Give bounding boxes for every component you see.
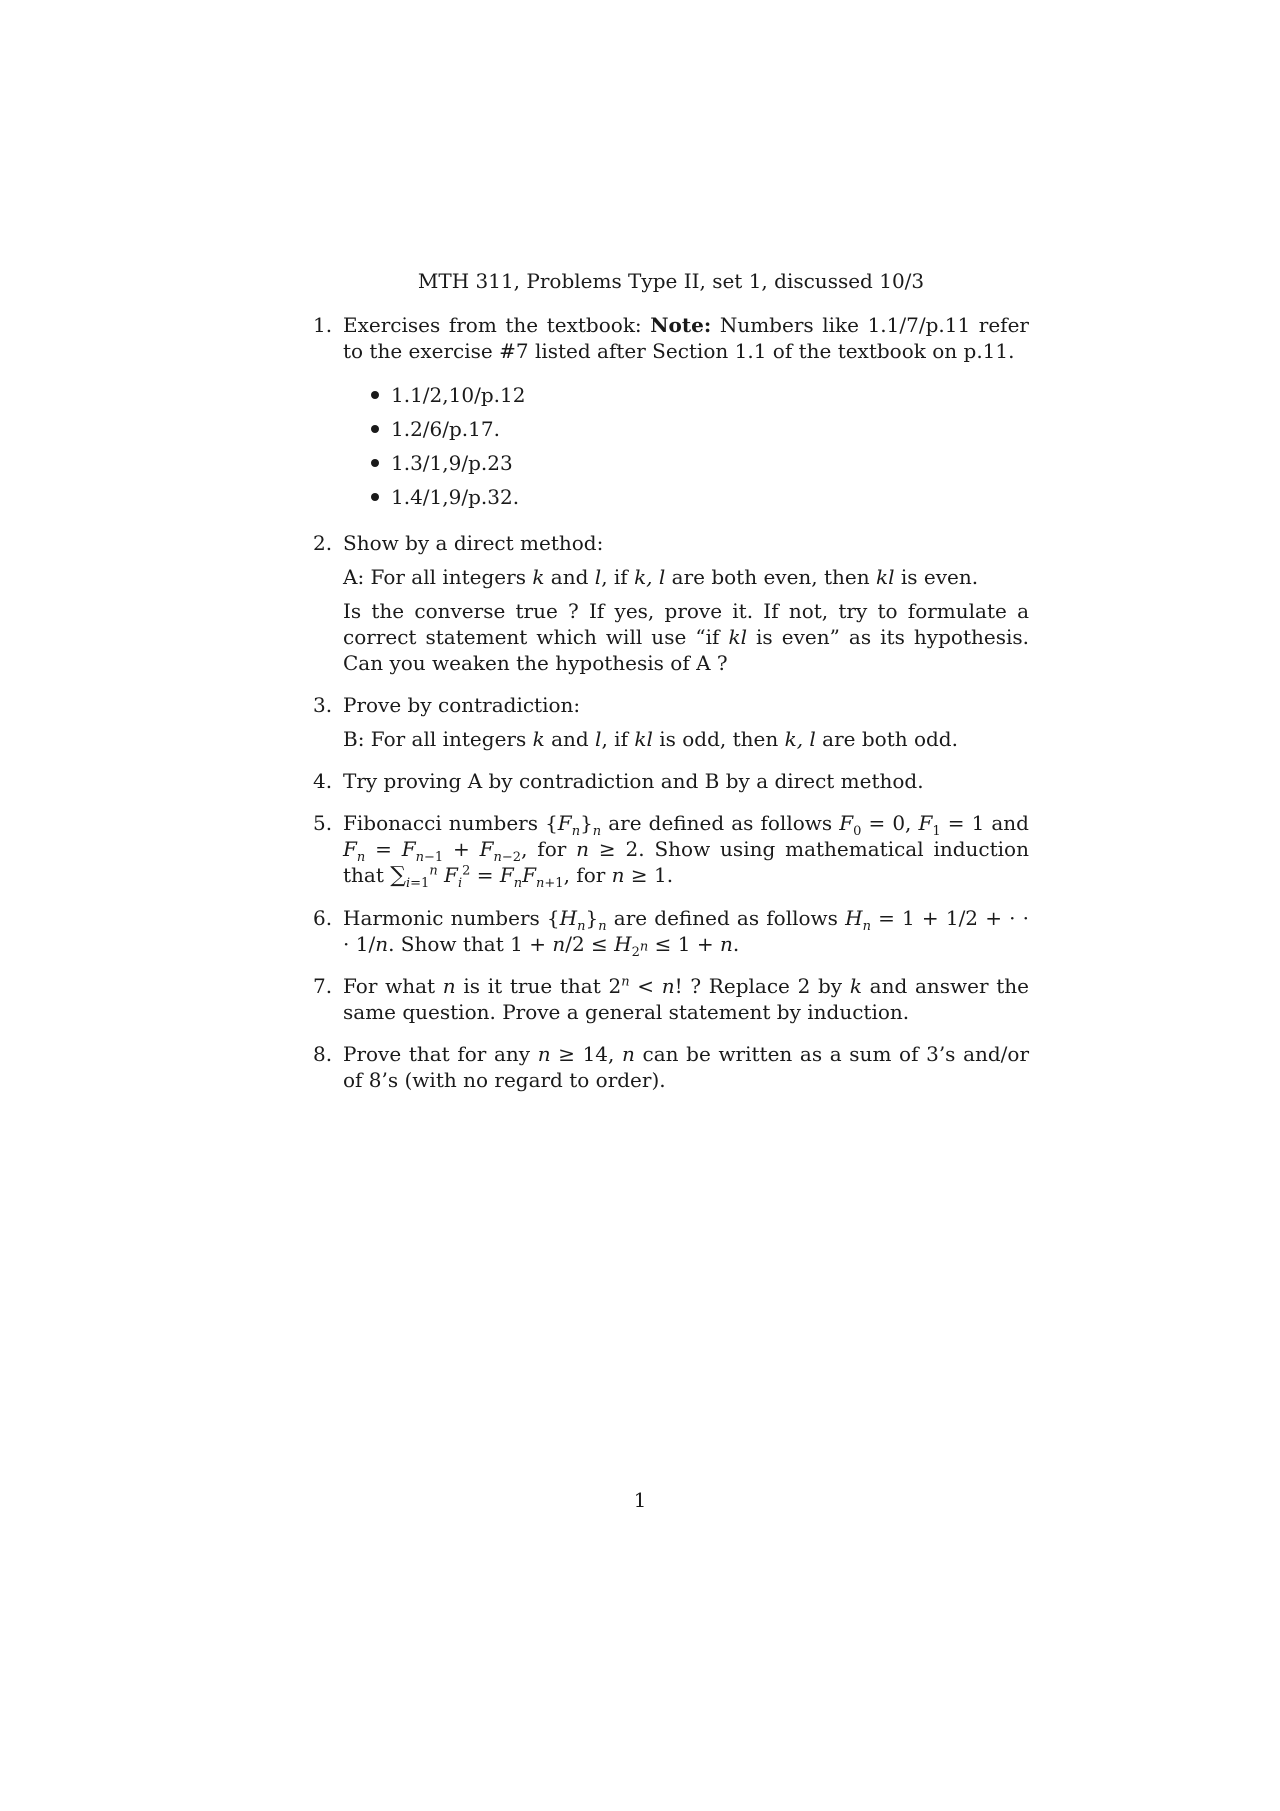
problem-text: Harmonic numbers $\{H_n\}_n$ are defined as follows $H_n = 1 + 1/2$ + · · · 1/n. Show that $1 + n/2 \le H_{2^n} \le 1 + n$. [343,906,1030,960]
problem-number: 8. [313,1042,333,1066]
list-item: 1.2/6/p.17. [371,412,1029,446]
problem-text: For what n is it true that $2^n < n$! ? Replace 2 by k and answer the same question. Prove a general statement by induction. [343,974,1029,1024]
problem-1 [313,312,1029,514]
problem-number: 6. [313,906,333,930]
problem-8 [313,1041,1029,1093]
problem-number: 1. [313,313,333,337]
problem-7 [313,973,1029,1025]
problem-5 [313,810,1029,889]
problem-sheet [313,268,1029,1109]
page-number: 1 [633,1488,647,1512]
exercise-list [343,378,1029,514]
problem-followup: Is the converse true ? If yes, prove it. If not, try to formulate a correct statement which will use “if kl is even” as its hypothesis. Can you weaken the hypothesis of A ? [343,599,1029,675]
problem-text: Try proving A by contradiction and B by a direct method. [343,769,924,793]
statement-a: A: For all integers k and l, if k, l are both even, then kl is even. [343,565,979,589]
problem-number: 7. [313,974,333,998]
problem-number: 4. [313,769,333,793]
note-label: Note: [650,313,712,337]
problem-lead: Prove by contradiction: [343,693,581,717]
problem-4 [313,768,1029,794]
problem-number: 3. [313,693,333,717]
problem-number: 5. [313,811,333,835]
list-item: 1.3/1,9/p.23 [371,446,1029,480]
page-title: MTH 311, Problems Type II, set 1, discussed 10/3 [417,269,925,293]
problem-text: Exercises from the textbook: Note: Numbers like 1.1/7/p.11 refer to the exercise #7 listed after Section 1.1 of the textbook on p.11. [343,313,1029,363]
problem-2 [313,530,1029,676]
problem-lead: Show by a direct method: [343,531,604,555]
list-item: 1.1/2,10/p.12 [371,378,1029,412]
statement-b: B: For all integers k and l, if kl is odd, then k, l are both odd. [343,727,958,751]
problem-3 [313,692,1029,752]
problem-number: 2. [313,531,333,555]
problem-text: Prove that for any n ≥ 14, n can be written as a sum of 3’s and/or of 8’s (with no regard to order). [343,1042,1030,1092]
problem-6 [313,905,1030,960]
problem-text: Fibonacci numbers $\{F_n\}_n$ are defined as follows $F_0 = 0$, $F_1 = 1$ and $F_n = F_{n-1} + F_{n-2}$, for n ≥ 2. Show using mathematical induction that $\sum_{i=1}^n$ $F_i^2 = F_nF_{n+1}$, for n ≥ 1. [343,811,1029,891]
list-item: 1.4/1,9/p.32. [371,480,1029,514]
